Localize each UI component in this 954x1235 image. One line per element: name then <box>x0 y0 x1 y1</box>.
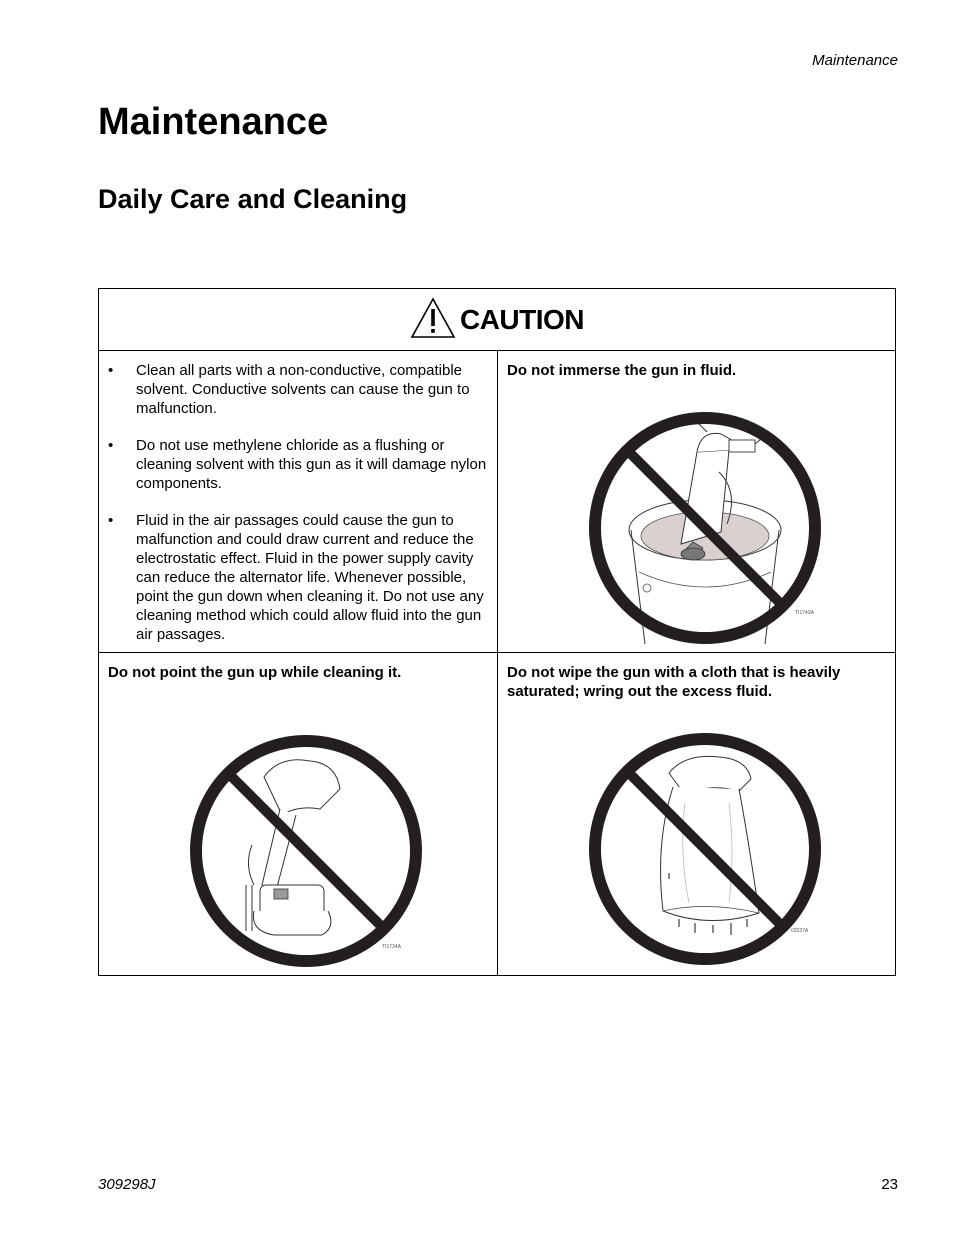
list-item <box>108 511 488 644</box>
running-header: Maintenance <box>812 52 898 69</box>
page-number: 23 <box>881 1176 898 1193</box>
document-number: 309298J <box>98 1176 156 1193</box>
figure-code: TI1743A <box>795 610 814 616</box>
warning-triangle-icon <box>410 297 456 339</box>
bullet-glyph: • <box>108 362 114 379</box>
bullet-glyph: • <box>108 512 114 529</box>
gun-pointed-up-prohibited-figure <box>190 735 422 967</box>
caution-label: CAUTION <box>459 303 585 335</box>
list-item <box>108 436 488 493</box>
saturated-cloth-prohibited-figure <box>589 733 821 965</box>
point-up-warning-title: Do not point the gun up while cleaning it. <box>108 664 402 681</box>
wipe-warning-cell <box>498 653 895 975</box>
wipe-warning-title: Do not wipe the gun with a cloth that is heavily saturated; wring out the excess fluid. <box>507 664 841 700</box>
cleaning-bullet-list <box>108 361 488 644</box>
caution-box <box>98 288 896 976</box>
figure-code: 02027A <box>791 928 809 934</box>
point-up-warning-cell <box>99 653 498 975</box>
bullet-glyph: • <box>108 437 114 454</box>
immerse-warning-title: Do not immerse the gun in fluid. <box>507 362 737 379</box>
figure-code: TI1734A <box>382 944 401 950</box>
bullet-text: Do not use methylene chloride as a flushing or cleaning solvent with this gun as it will damage nylon components. <box>136 437 487 492</box>
immerse-warning-cell <box>498 351 895 653</box>
section-title: Daily Care and Cleaning <box>98 184 408 214</box>
bullet-text: Fluid in the air passages could cause the gun to malfunction and could draw current and reduce the electrostatic effect. Fluid in the power supply cavity can reduce the alternator life. Whenever possible, point the gun down when cleaning it. Do not use any cleaning method which could allow fluid into the gun air passages. <box>136 512 484 643</box>
cleaning-instructions-cell <box>99 351 498 653</box>
list-item <box>108 361 488 418</box>
page-title: Maintenance <box>98 101 329 143</box>
bullet-text: Clean all parts with a non-conductive, compatible solvent. Conductive solvents can cause the gun to malfunction. <box>136 362 470 417</box>
gun-in-bucket-prohibited-figure <box>589 412 821 644</box>
caution-header <box>99 289 895 351</box>
